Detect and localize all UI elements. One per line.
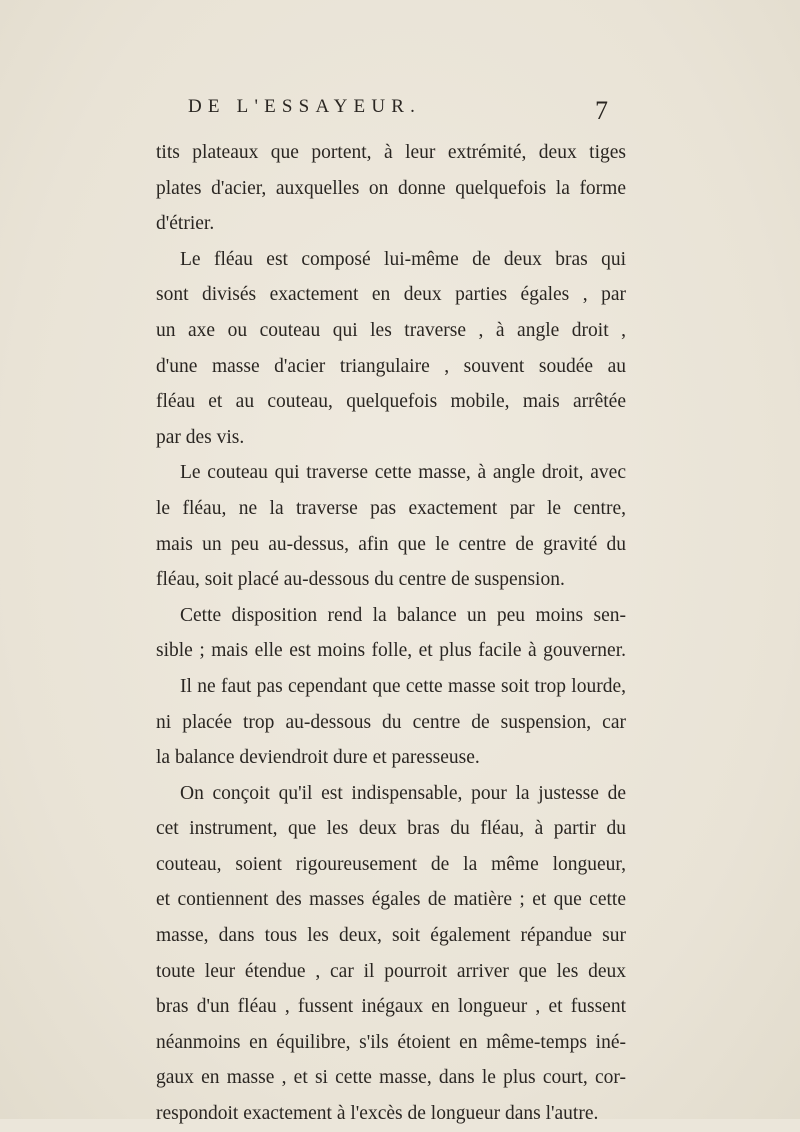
text-line: On conçoit qu'il est indispensable, pour la justesse de xyxy=(180,782,626,804)
text-line: fléau, soit placé au-dessous du centre de suspension. xyxy=(156,569,565,591)
text-line: Le fléau est composé lui-même de deux bras qui xyxy=(180,248,626,270)
text-line: le fléau, ne la traverse pas exactement par le centre, xyxy=(156,497,626,519)
text-line: d'une masse d'acier triangulaire , souvent soudée au xyxy=(156,355,626,377)
text-line: fléau et au couteau, quelquefois mobile, mais arrêtée xyxy=(156,391,626,413)
text-line: mais un peu au-dessus, afin que le centre de gravité du xyxy=(156,533,626,555)
text-line: masse, dans tous les deux, soit également répandue sur xyxy=(156,925,626,947)
running-title: DE L'ESSAYEUR. xyxy=(188,96,422,117)
text-line: cet instrument, que les deux bras du fléau, à partir du xyxy=(156,818,626,840)
text-line: sible ; mais elle est moins folle, et plus facile à gouverner. xyxy=(156,640,626,662)
text-line: et contiennent des masses égales de matière ; et que cette xyxy=(156,889,626,911)
text-line: couteau, soient rigoureusement de la même longueur, xyxy=(156,853,626,875)
body-text xyxy=(156,135,626,1132)
text-line: sont divisés exactement en deux parties égales , par xyxy=(156,284,626,306)
text-line: respondoit exactement à l'excès de longueur dans l'autre. xyxy=(156,1103,599,1125)
text-line: d'étrier. xyxy=(156,213,215,235)
text-line: gaux en masse , et si cette masse, dans le plus court, cor- xyxy=(156,1067,626,1089)
text-line: néanmoins en équilibre, s'ils étoient en même-temps iné- xyxy=(156,1031,626,1053)
page-number: 7 xyxy=(595,96,608,125)
text-line: toute leur étendue , car il pourroit arriver que les deux xyxy=(156,960,626,982)
text-line: Le couteau qui traverse cette masse, à angle droit, avec xyxy=(180,462,626,484)
text-line: tits plateaux que portent, à leur extrémité, deux tiges xyxy=(156,142,626,163)
text-line: par des vis. xyxy=(156,426,245,448)
text-line: bras d'un fléau , fussent inégaux en longueur , et fussent xyxy=(156,996,626,1018)
text-line: Il ne faut pas cependant que cette masse soit trop lourde, xyxy=(180,675,626,697)
text-line: Cette disposition rend la balance un peu moins sen- xyxy=(180,604,626,626)
text-line: la balance deviendroit dure et paresseuse. xyxy=(156,747,480,769)
text-line: un axe ou couteau qui les traverse , à angle droit , xyxy=(156,319,626,341)
text-line: plates d'acier, auxquelles on donne quelquefois la forme xyxy=(156,177,626,199)
text-line: ni placée trop au-dessous du centre de suspension, car xyxy=(156,711,626,733)
page-header xyxy=(188,96,608,126)
